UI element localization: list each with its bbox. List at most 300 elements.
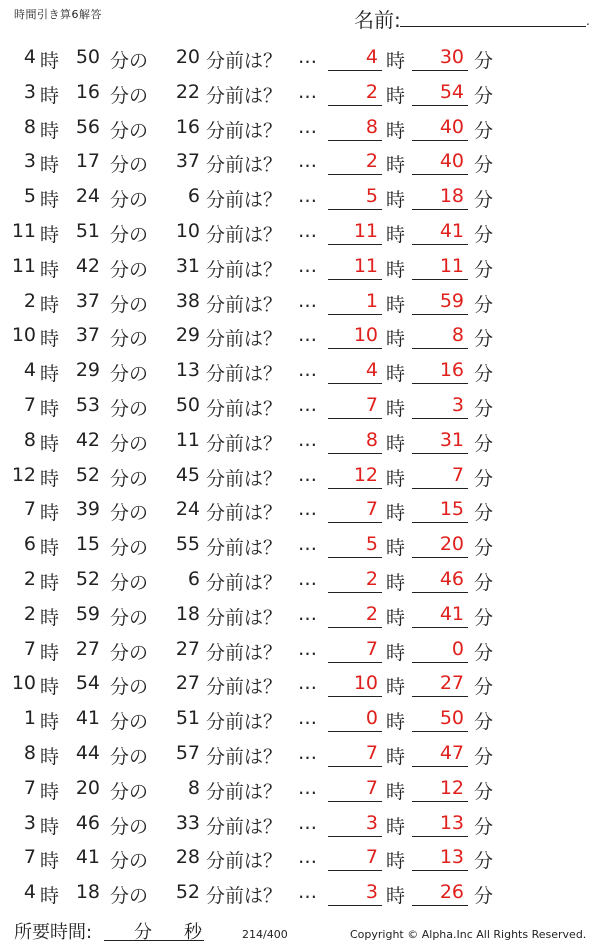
problem-minute: 18 (75, 881, 100, 904)
answer-minute: 27 (439, 672, 464, 695)
answer-minute-unit: 分 (474, 293, 494, 316)
answer-hour-line (328, 453, 382, 454)
answer-hour-unit: 時 (386, 537, 406, 560)
problem-hour: 10 (11, 324, 36, 347)
answer-minute-unit: 分 (474, 432, 494, 455)
problem-minute: 39 (75, 498, 100, 521)
answer-hour-line (328, 70, 382, 71)
hour-unit: 時 (40, 780, 60, 803)
hour-unit: 時 (40, 537, 60, 560)
answer-minute-unit: 分 (474, 745, 494, 768)
ellipsis: … (298, 672, 317, 695)
answer-hour-line (328, 627, 382, 628)
answer-minute: 41 (439, 602, 464, 625)
minutes-before-question: 分前は？ (206, 363, 283, 386)
answer-hour-unit: 時 (386, 850, 406, 873)
answer-minute: 13 (439, 811, 464, 834)
problem-row (0, 806, 600, 841)
answer-hour: 7 (365, 393, 378, 416)
ellipsis: … (298, 324, 317, 347)
answer-hour: 2 (365, 602, 378, 625)
problem-hour: 10 (11, 672, 36, 695)
problem-hour: 11 (11, 254, 36, 277)
minute-of-unit: 分の (110, 850, 149, 873)
problem-minute: 42 (75, 428, 100, 451)
minute-of-unit: 分の (110, 606, 149, 629)
problem-row (0, 40, 600, 75)
answer-hour-line (328, 105, 382, 106)
minute-of-unit: 分の (110, 502, 149, 525)
answer-hour-line (328, 801, 382, 802)
hour-unit: 時 (40, 397, 60, 420)
minutes-before-question: 分前は？ (206, 606, 283, 629)
problem-subtract-minutes: 18 (175, 602, 200, 625)
answer-minute-unit: 分 (474, 154, 494, 177)
problem-subtract-minutes: 13 (175, 359, 200, 382)
problem-hour: 8 (23, 428, 36, 451)
answer-minute-unit: 分 (474, 467, 494, 490)
problem-row (0, 353, 600, 388)
problem-minute: 15 (75, 533, 100, 556)
minutes-before-question: 分前は？ (206, 223, 283, 246)
answer-hour-unit: 時 (386, 119, 406, 142)
minutes-before-question: 分前は？ (206, 711, 283, 734)
minute-of-unit: 分の (110, 328, 149, 351)
answer-hour: 3 (365, 881, 378, 904)
ellipsis: … (298, 463, 317, 486)
hour-unit: 時 (40, 502, 60, 525)
problem-minute: 50 (75, 46, 100, 68)
minutes-before-question: 分前は？ (206, 397, 283, 420)
answer-hour-line (328, 592, 382, 593)
minutes-before-question: 分前は？ (206, 745, 283, 768)
problem-minute: 59 (75, 602, 100, 625)
problem-hour: 2 (23, 289, 36, 312)
minutes-before-question: 分前は？ (206, 537, 283, 560)
answer-minute: 0 (451, 637, 464, 660)
minute-of-unit: 分の (110, 780, 149, 803)
answer-hour-line (328, 418, 382, 419)
answer-hour-unit: 時 (386, 432, 406, 455)
problem-subtract-minutes: 24 (175, 498, 200, 521)
answer-hour-line (328, 383, 382, 384)
answer-minute: 40 (439, 150, 464, 173)
answer-minute-line (412, 314, 468, 315)
problem-list (0, 40, 600, 910)
problem-subtract-minutes: 51 (175, 707, 200, 730)
problem-minute: 52 (75, 463, 100, 486)
page-number: 214/400 (242, 928, 288, 941)
problem-subtract-minutes: 10 (175, 219, 200, 242)
answer-hour: 7 (365, 637, 378, 660)
hour-unit: 時 (40, 50, 60, 72)
answer-minute-line (412, 801, 468, 802)
problem-subtract-minutes: 38 (175, 289, 200, 312)
answer-minute: 20 (439, 533, 464, 556)
ellipsis: … (298, 498, 317, 521)
answer-minute-line (412, 209, 468, 210)
answer-minute: 26 (439, 881, 464, 904)
answer-hour-unit: 時 (386, 189, 406, 212)
ellipsis: … (298, 254, 317, 277)
answer-hour-unit: 時 (386, 780, 406, 803)
problem-minute: 29 (75, 359, 100, 382)
problem-subtract-minutes: 50 (175, 393, 200, 416)
answer-hour-line (328, 488, 382, 489)
answer-hour-unit: 時 (386, 502, 406, 525)
hour-unit: 時 (40, 850, 60, 873)
problem-subtract-minutes: 31 (175, 254, 200, 277)
problem-row (0, 318, 600, 353)
answer-minute-line (412, 453, 468, 454)
answer-minute-line (412, 522, 468, 523)
minutes-before-question: 分前は？ (206, 780, 283, 803)
answer-minute: 41 (439, 219, 464, 242)
hour-unit: 時 (40, 258, 60, 281)
answer-hour: 2 (365, 567, 378, 590)
ellipsis: … (298, 707, 317, 730)
ellipsis: … (298, 811, 317, 834)
problem-row (0, 771, 600, 806)
problem-subtract-minutes: 22 (175, 80, 200, 103)
problem-subtract-minutes: 57 (175, 741, 200, 764)
ellipsis: … (298, 289, 317, 312)
answer-hour-unit: 時 (386, 676, 406, 699)
answer-minute-line (412, 244, 468, 245)
problem-subtract-minutes: 37 (175, 150, 200, 173)
ellipsis: … (298, 185, 317, 208)
hour-unit: 時 (40, 676, 60, 699)
answer-minute-line (412, 696, 468, 697)
answer-minute-unit: 分 (474, 571, 494, 594)
problem-row (0, 75, 600, 110)
answer-minute-line (412, 662, 468, 663)
answer-minute-line (412, 279, 468, 280)
problem-row (0, 632, 600, 667)
answer-hour: 12 (353, 463, 378, 486)
answer-hour: 5 (365, 533, 378, 556)
answer-hour-unit: 時 (386, 154, 406, 177)
problem-subtract-minutes: 16 (175, 115, 200, 138)
minute-of-unit: 分の (110, 711, 149, 734)
minutes-before-question: 分前は？ (206, 154, 283, 177)
answer-minute-unit: 分 (474, 119, 494, 142)
minute-of-unit: 分の (110, 84, 149, 107)
problem-hour: 3 (23, 150, 36, 173)
answer-minute: 15 (439, 498, 464, 521)
problem-hour: 4 (23, 46, 36, 68)
problem-hour: 7 (23, 846, 36, 869)
answer-minute-line (412, 418, 468, 419)
answer-hour-line (328, 314, 382, 315)
minute-of-unit: 分の (110, 537, 149, 560)
answer-minute-line (412, 70, 468, 71)
answer-hour: 7 (365, 498, 378, 521)
problem-hour: 6 (23, 533, 36, 556)
answer-minute-line (412, 627, 468, 628)
minute-of-unit: 分の (110, 397, 149, 420)
answer-hour: 8 (365, 115, 378, 138)
answer-minute: 13 (439, 846, 464, 869)
ellipsis: … (298, 219, 317, 242)
problem-minute: 56 (75, 115, 100, 138)
answer-hour-line (328, 522, 382, 523)
answer-minute: 46 (439, 567, 464, 590)
minutes-before-question: 分前は？ (206, 84, 283, 107)
answer-minute-line (412, 140, 468, 141)
problem-hour: 7 (23, 393, 36, 416)
answer-hour-unit: 時 (386, 745, 406, 768)
problem-hour: 8 (23, 741, 36, 764)
answer-hour-line (328, 557, 382, 558)
answer-minute: 18 (439, 185, 464, 208)
answer-hour: 3 (365, 811, 378, 834)
minutes-before-question: 分前は？ (206, 815, 283, 838)
ellipsis: … (298, 393, 317, 416)
problem-subtract-minutes: 8 (187, 776, 200, 799)
answer-hour-unit: 時 (386, 397, 406, 420)
answer-hour-unit: 時 (386, 223, 406, 246)
hour-unit: 時 (40, 84, 60, 107)
problem-minute: 52 (75, 567, 100, 590)
problem-hour: 12 (11, 463, 36, 486)
ellipsis: … (298, 359, 317, 382)
problem-minute: 51 (75, 219, 100, 242)
answer-hour: 7 (365, 776, 378, 799)
answer-minute-line (412, 592, 468, 593)
answer-hour-unit: 時 (386, 571, 406, 594)
answer-minute: 50 (439, 707, 464, 730)
problem-minute: 46 (75, 811, 100, 834)
problem-row (0, 110, 600, 145)
answer-minute-line (412, 557, 468, 558)
problem-minute: 37 (75, 289, 100, 312)
minute-of-unit: 分の (110, 189, 149, 212)
minute-of-unit: 分の (110, 885, 149, 908)
minute-of-unit: 分の (110, 258, 149, 281)
answer-hour: 1 (365, 289, 378, 312)
answer-minute-unit: 分 (474, 397, 494, 420)
answer-hour-line (328, 731, 382, 732)
ellipsis: … (298, 46, 317, 68)
problem-subtract-minutes: 27 (175, 672, 200, 695)
answer-minute: 3 (451, 393, 464, 416)
problem-hour: 4 (23, 881, 36, 904)
minutes-before-question: 分前は？ (206, 189, 283, 212)
minutes-before-question: 分前は？ (206, 467, 283, 490)
minute-of-unit: 分の (110, 571, 149, 594)
answer-hour: 10 (353, 324, 378, 347)
problem-row (0, 875, 600, 910)
problem-row (0, 562, 600, 597)
problem-hour: 1 (23, 707, 36, 730)
ellipsis: … (298, 428, 317, 451)
answer-minute: 7 (451, 463, 464, 486)
copyright: Copyright © Alpha.Inc All Rights Reserved. (350, 928, 587, 941)
hour-unit: 時 (40, 606, 60, 629)
answer-minute-line (412, 731, 468, 732)
hour-unit: 時 (40, 571, 60, 594)
answer-hour: 2 (365, 150, 378, 173)
answer-hour-unit: 時 (386, 363, 406, 386)
problem-hour: 2 (23, 602, 36, 625)
problem-minute: 54 (75, 672, 100, 695)
minute-of-unit: 分の (110, 119, 149, 142)
minute-of-unit: 分の (110, 154, 149, 177)
answer-minute: 12 (439, 776, 464, 799)
problem-minute: 41 (75, 707, 100, 730)
problem-minute: 24 (75, 185, 100, 208)
ellipsis: … (298, 567, 317, 590)
answer-minute: 16 (439, 359, 464, 382)
problem-hour: 7 (23, 776, 36, 799)
problem-hour: 5 (23, 185, 36, 208)
answer-minute-unit: 分 (474, 711, 494, 734)
minute-of-unit: 分の (110, 432, 149, 455)
answer-hour-line (328, 836, 382, 837)
answer-hour: 7 (365, 846, 378, 869)
problem-row (0, 284, 600, 319)
problem-minute: 27 (75, 637, 100, 660)
problem-row (0, 840, 600, 875)
answer-minute-unit: 分 (474, 676, 494, 699)
ellipsis: … (298, 637, 317, 660)
hour-unit: 時 (40, 328, 60, 351)
problem-minute: 53 (75, 393, 100, 416)
hour-unit: 時 (40, 711, 60, 734)
answer-minute-unit: 分 (474, 328, 494, 351)
problem-subtract-minutes: 28 (175, 846, 200, 869)
answer-minute: 11 (439, 254, 464, 277)
time-required-label: 所要時間: (14, 922, 93, 943)
minute-of-unit: 分の (110, 745, 149, 768)
answer-minute-unit: 分 (474, 815, 494, 838)
minutes-before-question: 分前は？ (206, 676, 283, 699)
answer-hour: 10 (353, 672, 378, 695)
answer-minute-unit: 分 (474, 537, 494, 560)
problem-subtract-minutes: 33 (175, 811, 200, 834)
hour-unit: 時 (40, 815, 60, 838)
problem-row (0, 527, 600, 562)
name-field-line (400, 26, 586, 27)
answer-minute-line (412, 905, 468, 906)
answer-minute-line (412, 105, 468, 106)
answer-hour-unit: 時 (386, 815, 406, 838)
problem-row (0, 388, 600, 423)
problem-hour: 2 (23, 567, 36, 590)
hour-unit: 時 (40, 885, 60, 908)
problem-subtract-minutes: 6 (187, 567, 200, 590)
answer-hour-unit: 時 (386, 467, 406, 490)
answer-minute-line (412, 383, 468, 384)
answer-hour-unit: 時 (386, 293, 406, 316)
hour-unit: 時 (40, 189, 60, 212)
problem-hour: 4 (23, 359, 36, 382)
answer-hour-line (328, 348, 382, 349)
minute-of-unit: 分の (110, 641, 149, 664)
problem-row (0, 214, 600, 249)
answer-hour-line (328, 244, 382, 245)
answer-hour-line (328, 870, 382, 871)
problem-minute: 16 (75, 80, 100, 103)
minutes-before-question: 分前は？ (206, 641, 283, 664)
answer-hour-unit: 時 (386, 885, 406, 908)
answer-hour-line (328, 279, 382, 280)
hour-unit: 時 (40, 223, 60, 246)
answer-minute: 31 (439, 428, 464, 451)
problem-subtract-minutes: 20 (175, 46, 200, 68)
minutes-before-question: 分前は？ (206, 50, 283, 72)
answer-hour-unit: 時 (386, 711, 406, 734)
ellipsis: … (298, 741, 317, 764)
hour-unit: 時 (40, 432, 60, 455)
answer-hour-unit: 時 (386, 606, 406, 629)
answer-hour-line (328, 766, 382, 767)
answer-minute-unit: 分 (474, 850, 494, 873)
answer-hour: 11 (353, 219, 378, 242)
answer-hour: 0 (365, 707, 378, 730)
answer-minute-unit: 分 (474, 606, 494, 629)
problem-minute: 44 (75, 741, 100, 764)
answer-minute-unit: 分 (474, 363, 494, 386)
answer-minute: 40 (439, 115, 464, 138)
problem-minute: 20 (75, 776, 100, 799)
problem-row (0, 249, 600, 284)
minute-of-unit: 分の (110, 467, 149, 490)
answer-hour-unit: 時 (386, 641, 406, 664)
minutes-before-question: 分前は？ (206, 432, 283, 455)
problem-hour: 3 (23, 811, 36, 834)
ellipsis: … (298, 115, 317, 138)
answer-hour-line (328, 140, 382, 141)
answer-minute: 30 (439, 46, 464, 68)
time-minutes-label: 分 (134, 922, 152, 943)
name-field-end: . (586, 14, 590, 28)
minutes-before-question: 分前は？ (206, 293, 283, 316)
answer-hour-line (328, 174, 382, 175)
answer-minute-line (412, 836, 468, 837)
problem-subtract-minutes: 11 (175, 428, 200, 451)
minute-of-unit: 分の (110, 676, 149, 699)
problem-row (0, 597, 600, 632)
problem-row (0, 423, 600, 458)
hour-unit: 時 (40, 467, 60, 490)
answer-hour-unit: 時 (386, 84, 406, 107)
answer-minute: 59 (439, 289, 464, 312)
problem-subtract-minutes: 27 (175, 637, 200, 660)
minutes-before-question: 分前は？ (206, 328, 283, 351)
minutes-before-question: 分前は？ (206, 885, 283, 908)
ellipsis: … (298, 846, 317, 869)
problem-minute: 17 (75, 150, 100, 173)
minutes-before-question: 分前は？ (206, 571, 283, 594)
problem-row (0, 492, 600, 527)
answer-hour: 4 (365, 359, 378, 382)
name-label: 名前: (354, 8, 401, 32)
answer-hour-line (328, 662, 382, 663)
problem-subtract-minutes: 29 (175, 324, 200, 347)
minutes-before-question: 分前は？ (206, 119, 283, 142)
hour-unit: 時 (40, 154, 60, 177)
answer-minute-line (412, 348, 468, 349)
problem-hour: 8 (23, 115, 36, 138)
answer-hour: 7 (365, 741, 378, 764)
hour-unit: 時 (40, 641, 60, 664)
answer-minute-line (412, 766, 468, 767)
answer-hour-unit: 時 (386, 328, 406, 351)
minute-of-unit: 分の (110, 293, 149, 316)
problem-subtract-minutes: 55 (175, 533, 200, 556)
